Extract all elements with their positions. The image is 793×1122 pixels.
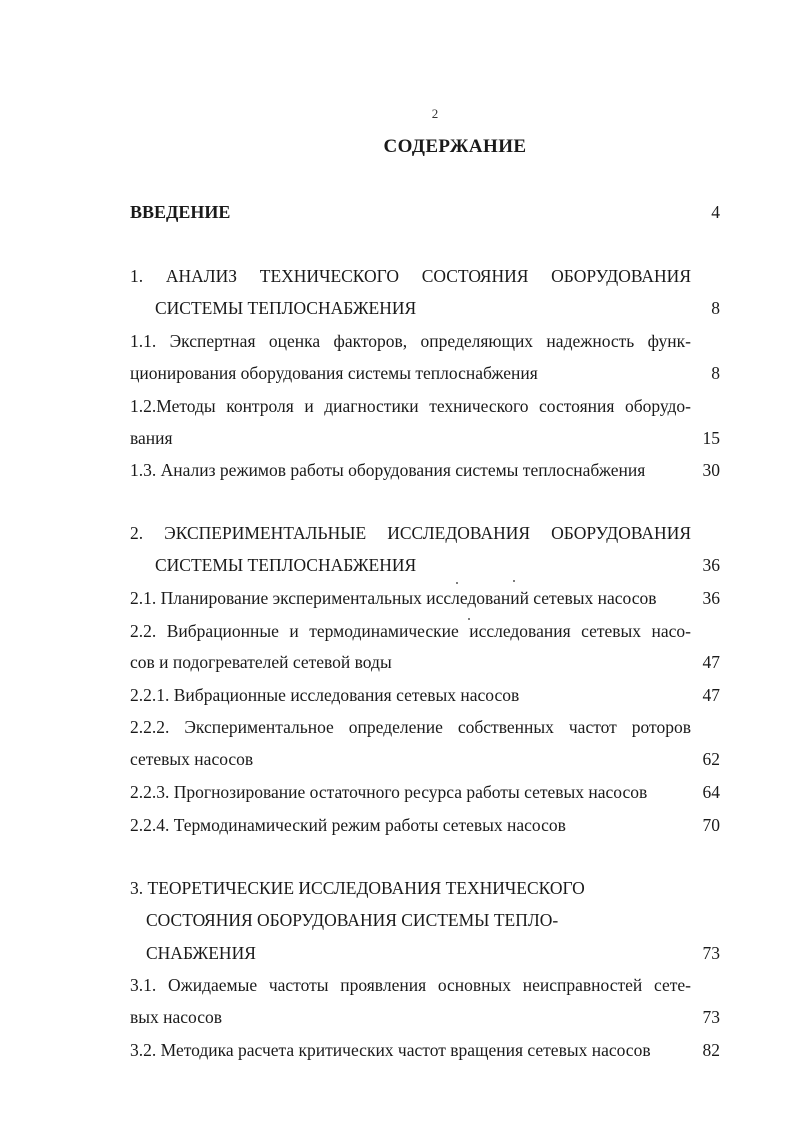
toc-entry-2-2-1: 2.2.1. Вибрационные исследования сетевых насосов — [130, 685, 520, 705]
toc-page-2-2-4: 70 — [702, 815, 720, 835]
toc-page-2-2-2: 62 — [702, 749, 720, 769]
toc-page-3: 73 — [702, 943, 720, 963]
page-title: СОДЕРЖАНИЕ — [383, 136, 527, 157]
toc-entry-3-cont1: СОСТОЯНИЯ ОБОРУДОВАНИЯ СИСТЕМЫ ТЕПЛО- — [146, 910, 559, 930]
toc-entry-3-2: 3.2. Методика расчета критических частот вращения сетевых насосов — [130, 1040, 651, 1060]
toc-page-2-2: 47 — [702, 652, 720, 672]
toc-page-2-2-3: 64 — [702, 782, 720, 802]
toc-page-1-1: 8 — [711, 363, 720, 383]
toc-entry-1-2: 1.2.Методы контроля и диагностики технического состояния оборудо- — [130, 396, 691, 416]
toc-entry-2: 2. ЭКСПЕРИМЕНТАЛЬНЫЕ ИССЛЕДОВАНИЯ ОБОРУДОВАНИЯ — [130, 523, 691, 543]
toc-page-3-1: 73 — [702, 1007, 720, 1027]
toc-entry-2-2-2-cont: сетевых насосов — [130, 749, 254, 769]
toc-entry-1-1: 1.1. Экспертная оценка факторов, определяющих надежность функ- — [130, 331, 691, 351]
toc-page-1: 8 — [711, 298, 720, 318]
toc-entry-2-2-cont: сов и подогревателей сетевой воды — [130, 652, 392, 672]
toc-entry-3-cont2: СНАБЖЕНИЯ — [146, 943, 256, 963]
toc-entry-2-2-2: 2.2.2. Экспериментальное определение собственных частот роторов — [130, 717, 691, 737]
toc-entry-2-cont: СИСТЕМЫ ТЕПЛОСНАБЖЕНИЯ — [155, 555, 417, 575]
toc-entry-1: 1. АНАЛИЗ ТЕХНИЧЕСКОГО СОСТОЯНИЯ ОБОРУДОВАНИЯ — [130, 266, 691, 286]
toc-entry-3-1: 3.1. Ожидаемые частоты проявления основных неисправностей сете- — [130, 975, 691, 995]
toc-page-intro: 4 — [711, 202, 720, 222]
scan-speck — [513, 580, 515, 582]
scan-speck — [468, 618, 470, 620]
toc-entry-1-1-cont: ционирования оборудования системы теплоснабжения — [130, 363, 538, 383]
toc-page-2-2-1: 47 — [702, 685, 720, 705]
toc-entry-1-2-cont: вания — [130, 428, 173, 448]
toc-page-2: 36 — [702, 555, 720, 575]
toc-entry-2-2-4: 2.2.4. Термодинамический режим работы сетевых насосов — [130, 815, 566, 835]
toc-entry-2-1: 2.1. Планирование экспериментальных исследований сетевых насосов — [130, 588, 657, 608]
toc-page-2-1: 36 — [702, 588, 720, 608]
page-number: 2 — [431, 106, 439, 121]
toc-entry-1-3: 1.3. Анализ режимов работы оборудования системы теплоснабжения — [130, 460, 646, 480]
toc-page-1-2: 15 — [702, 428, 720, 448]
scan-speck — [456, 582, 458, 584]
toc-entry-3: 3. ТЕОРЕТИЧЕСКИЕ ИССЛЕДОВАНИЯ ТЕХНИЧЕСКОГО — [130, 878, 585, 898]
toc-page-1-3: 30 — [702, 460, 720, 480]
toc-page-3-2: 82 — [702, 1040, 720, 1060]
toc-entry-1-cont: СИСТЕМЫ ТЕПЛОСНАБЖЕНИЯ — [155, 298, 417, 318]
toc-entry-2-2: 2.2. Вибрационные и термодинамические исследования сетевых насо- — [130, 621, 691, 641]
toc-entry-intro: ВВЕДЕНИЕ — [130, 202, 231, 222]
toc-entry-3-1-cont: вых насосов — [130, 1007, 223, 1027]
toc-entry-2-2-3: 2.2.3. Прогнозирование остаточного ресурса работы сетевых насосов — [130, 782, 648, 802]
